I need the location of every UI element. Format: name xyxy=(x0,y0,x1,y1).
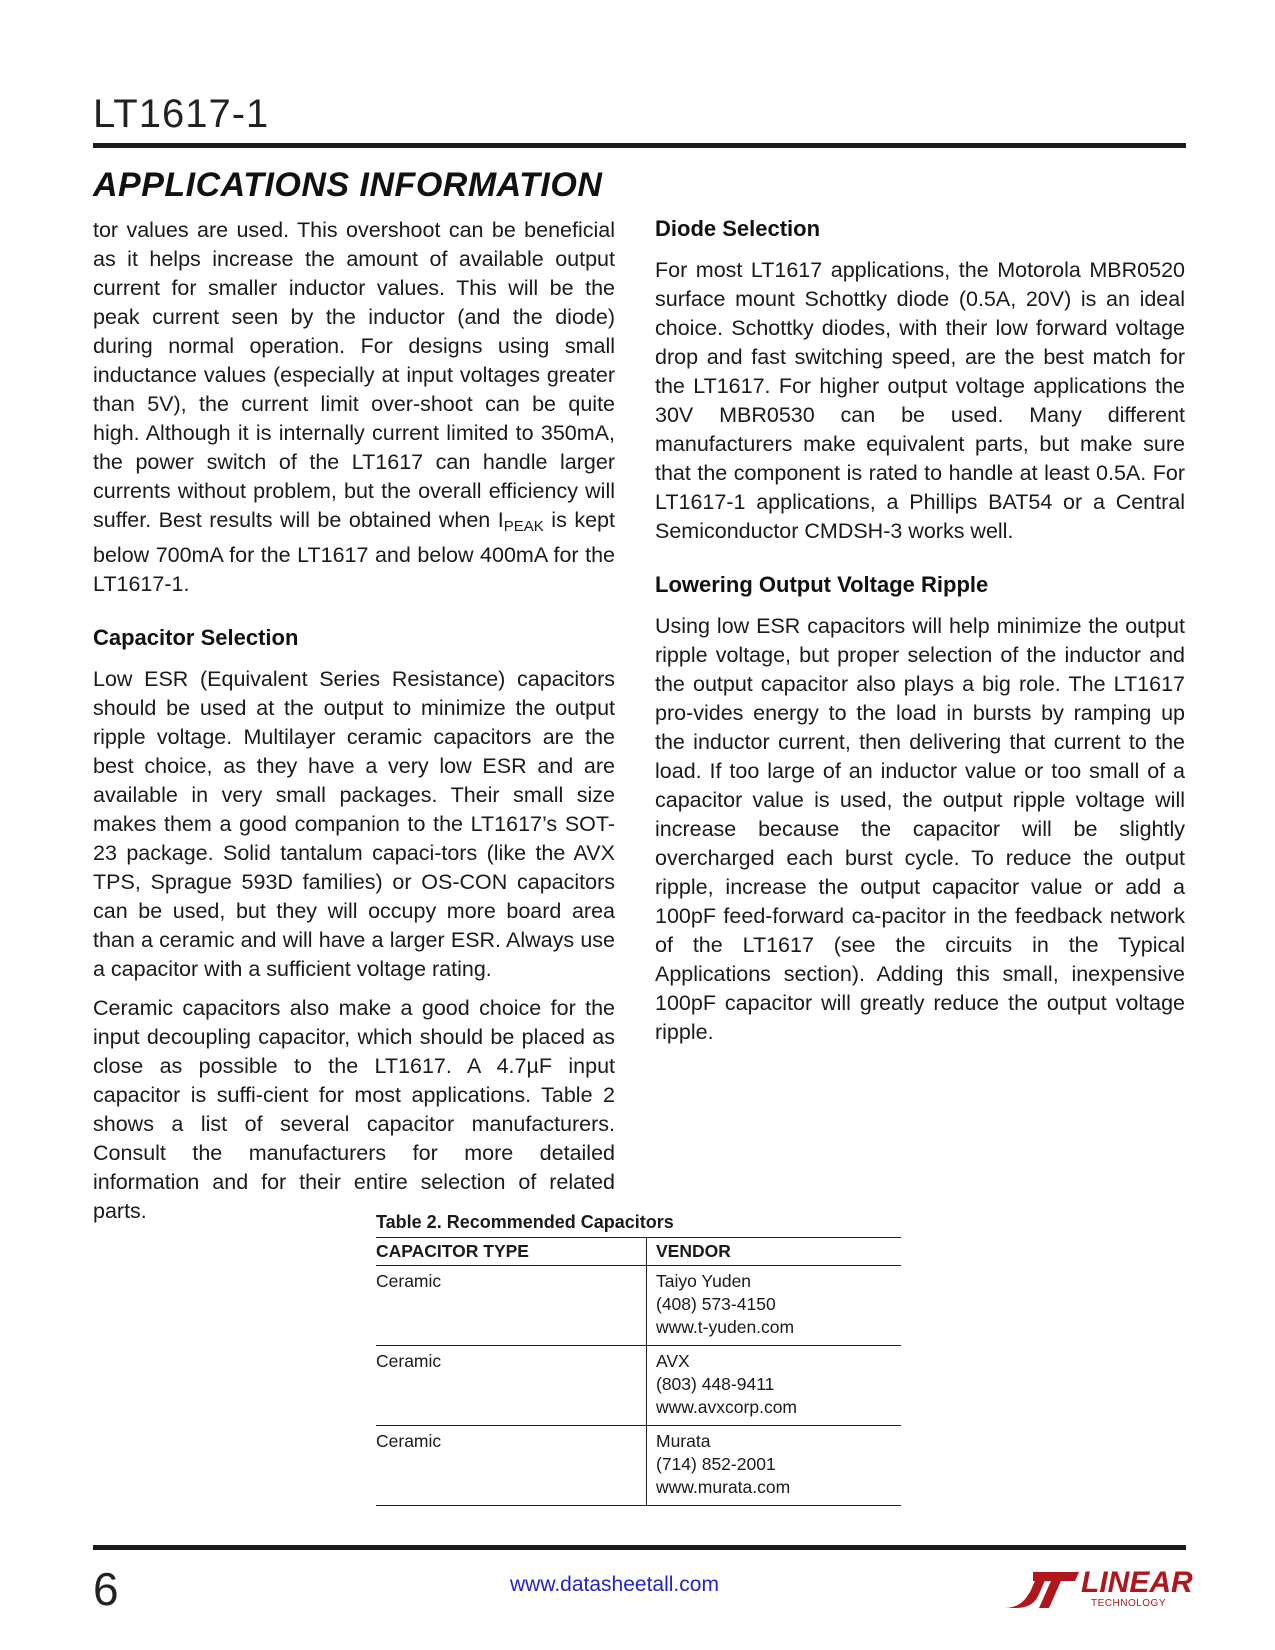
paragraph-diode: For most LT1617 applications, the Motorola MBR0520 surface mount Schottky diode (0.5A, 20V) is an ideal choice. Schottky diodes, with their low forward voltage drop and fast switching speed, are the best match for the LT1617. For higher output voltage applications the 30V MBR0530 can be used. Many different manufacturers make equivalent parts, but make sure that the component is rated to handle at least 0.5A. For LT1617-1 applications, a Phillips BAT54 or a Central Semiconductor CMDSH-3 works well. xyxy=(655,258,1185,543)
right-column xyxy=(655,216,1185,1057)
vendor-website: www.murata.com xyxy=(656,1477,791,1497)
paragraph-ripple: Using low ESR capacitors will help minimize the output ripple voltage, but proper selection of the inductor and the output capacitor also plays a big role. The LT1617 pro-vides energy to the load in bursts by ramping up the inductor current, then delivering that current to the load. If too large of an inductor value or too small of a capacitor value is used, the output ripple voltage will increase because the capacitor will be slightly overcharged each burst cycle. To reduce the output ripple, increase the output capacitor value or add a 100pF feed-forward ca-pacitor in the feedback network of the LT1617 (see the circuits in the Typical Applications section). Adding this small, inexpensive 100pF capacitor will greatly reduce the output voltage ripple. xyxy=(655,614,1185,1044)
table-header-row xyxy=(376,1238,901,1266)
paragraph-ceramic-input: Ceramic capacitors also make a good choice for the input decoupling capacitor, which should be placed as close as possible to the LT1617. A 4.7µF input capacitor is suffi-cient for most applications. Table 2 shows a list of several capacitor manufacturers. Consult the manufacturers for more detailed information and for their entire selection of related parts. xyxy=(93,996,615,1223)
table-row xyxy=(376,1426,901,1506)
left-column xyxy=(93,216,615,1236)
header-vendor: VENDOR xyxy=(647,1238,902,1266)
capacitor-type-cell: Ceramic xyxy=(376,1426,647,1506)
footer-rule xyxy=(93,1545,1186,1550)
logo-subtitle: TECHNOLOGY xyxy=(1091,1598,1167,1609)
vendor-phone: (803) 448-9411 xyxy=(656,1374,775,1394)
logo-wordmark: LINEAR xyxy=(1081,1566,1193,1599)
capacitor-table-block xyxy=(376,1212,901,1506)
vendor-name: Taiyo Yuden xyxy=(656,1271,752,1291)
linear-technology-logo xyxy=(1003,1566,1193,1610)
table-row xyxy=(376,1346,901,1426)
capacitor-type-cell: Ceramic xyxy=(376,1266,647,1346)
part-number: LT1617-1 xyxy=(93,92,270,136)
paragraph-overshoot xyxy=(93,216,615,599)
vendor-website: www.avxcorp.com xyxy=(656,1397,798,1417)
datasheet-link[interactable]: www.datasheetall.com xyxy=(510,1573,719,1596)
section-title: APPLICATIONS INFORMATION xyxy=(93,166,603,204)
vendor-name: Murata xyxy=(656,1431,711,1451)
capacitor-type-cell: Ceramic xyxy=(376,1346,647,1426)
ipeak-subscript: PEAK xyxy=(503,518,544,535)
paragraph-low-esr: Low ESR (Equivalent Series Resistance) capacitors should be used at the output to minimize the output ripple voltage. Multilayer ceramic capacitors are the best choice, as they have a very low ESR and are available in very small packages. Their small size makes them a good companion to the LT1617’s SOT-23 package. Solid tantalum capaci-tors (like the AVX TPS, Sprague 593D families) or OS-CON capacitors can be used, but they will occupy more board area than a ceramic and will have a larger ESR. Always use a capacitor with a sufficient voltage rating. xyxy=(93,667,615,981)
vendor-phone: (408) 573-4150 xyxy=(656,1294,776,1314)
page-number: 6 xyxy=(93,1563,119,1615)
vendor-website: www.t-yuden.com xyxy=(656,1317,795,1337)
vendor-cell xyxy=(647,1426,902,1506)
vendor-cell xyxy=(647,1346,902,1426)
vendor-name: AVX xyxy=(656,1351,690,1371)
heading-diode-selection: Diode Selection xyxy=(655,216,821,241)
linear-logo-mark-icon xyxy=(1003,1568,1081,1610)
paragraph-overshoot-tail: is kept below 700mA for the LT1617 and below 400mA for the LT1617-1. xyxy=(93,508,615,596)
table-row xyxy=(376,1266,901,1346)
heading-capacitor-selection: Capacitor Selection xyxy=(93,625,299,650)
capacitor-table xyxy=(376,1237,901,1506)
table-caption: Table 2. Recommended Capacitors xyxy=(376,1212,674,1232)
vendor-phone: (714) 852-2001 xyxy=(656,1454,776,1474)
paragraph-overshoot-text: tor values are used. This overshoot can be beneficial as it helps increase the amount of available output current for smaller inductor values. This will be the peak current seen by the inductor (and the diode) during normal operation. For designs using small inductance values (especially at input voltages greater than 5V), the current limit over-shoot can be quite high. Although it is internally current limited to 350mA, the power switch of the LT1617 can handle larger currents without problem, but the overall efficiency will suffer. Best results will be obtained when I xyxy=(93,218,615,532)
header-capacitor-type: CAPACITOR TYPE xyxy=(376,1238,647,1266)
vendor-cell xyxy=(647,1266,902,1346)
header-rule xyxy=(93,143,1186,148)
heading-output-ripple: Lowering Output Voltage Ripple xyxy=(655,572,989,597)
